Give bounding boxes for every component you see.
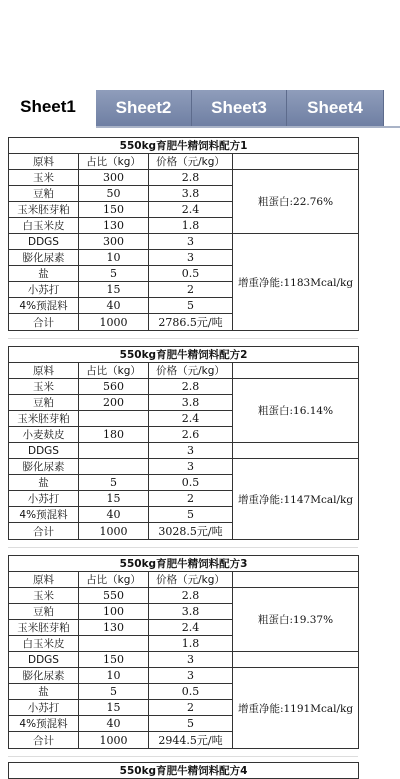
- tab-underline: [96, 126, 400, 128]
- cell-amount: 15: [79, 491, 149, 507]
- cell-total-amount: 1000: [79, 732, 149, 749]
- net-energy-note: 增重净能:1147Mcal/kg: [233, 459, 359, 540]
- sheet-tab-bar: [0, 90, 400, 126]
- cell-ingredient: 膨化尿素: [9, 459, 79, 475]
- net-energy-note: 增重净能:1183Mcal/kg: [233, 234, 359, 331]
- cell-total-price: 2944.5元/吨: [149, 732, 233, 749]
- cell-ingredient: 豆粕: [9, 604, 79, 620]
- cell-price: 2: [149, 282, 233, 298]
- cell-price: 3.8: [149, 604, 233, 620]
- cell-price: 2.4: [149, 411, 233, 427]
- cell-price: 3: [149, 443, 233, 459]
- cell-amount: 130: [79, 620, 149, 636]
- cell-price: 3.8: [149, 395, 233, 411]
- cell-total-price: 2786.5元/吨: [149, 314, 233, 331]
- formula-table-1: [8, 137, 358, 331]
- formula-table-2: [8, 346, 358, 540]
- cell-price: 3: [149, 459, 233, 475]
- tab-sheet1[interactable]: Sheet1: [0, 88, 96, 126]
- formula-table-4: [8, 762, 358, 779]
- empty-cell: [233, 154, 359, 170]
- cell-price: 2.8: [149, 170, 233, 186]
- row-gridline: [8, 756, 358, 757]
- cell-price: 5: [149, 507, 233, 523]
- cell-total-amount: 1000: [79, 523, 149, 540]
- tab-sheet4[interactable]: Sheet4: [287, 90, 384, 126]
- cell-ingredient: 4%预混料: [9, 507, 79, 523]
- cell-amount: 50: [79, 186, 149, 202]
- cell-ingredient: 小苏打: [9, 282, 79, 298]
- tab-sheet2[interactable]: Sheet2: [96, 90, 192, 126]
- cell-amount: 15: [79, 282, 149, 298]
- cell-ingredient: 豆粕: [9, 186, 79, 202]
- cell-price: 2.4: [149, 620, 233, 636]
- cell-amount: 180: [79, 427, 149, 443]
- cell-price: 2: [149, 491, 233, 507]
- cell-ingredient: 豆粕: [9, 395, 79, 411]
- cell-ingredient: 小麦麸皮: [9, 427, 79, 443]
- cell-ingredient: 膨化尿素: [9, 668, 79, 684]
- table-title: 550kg育肥牛精饲料配方1: [9, 138, 359, 154]
- table-title: 550kg育肥牛精饲料配方4: [9, 763, 359, 779]
- empty-cell: [233, 443, 359, 459]
- cell-price: 5: [149, 298, 233, 314]
- empty-cell: [233, 363, 359, 379]
- cell-total-price: 3028.5元/吨: [149, 523, 233, 540]
- cell-price: 2.4: [149, 202, 233, 218]
- crude-protein-note: 粗蛋白:16.14%: [233, 379, 359, 443]
- cell-ingredient: 盐: [9, 266, 79, 282]
- cell-price: 3.8: [149, 186, 233, 202]
- cell-amount: 550: [79, 588, 149, 604]
- header-price: 价格（元/kg）: [149, 363, 233, 379]
- crude-protein-note: 粗蛋白:22.76%: [233, 170, 359, 234]
- cell-price: 3: [149, 250, 233, 266]
- cell-ingredient: 玉米: [9, 588, 79, 604]
- cell-price: 2.8: [149, 588, 233, 604]
- cell-amount: 100: [79, 604, 149, 620]
- cell-price: 0.5: [149, 266, 233, 282]
- cell-price: 0.5: [149, 684, 233, 700]
- cell-amount: 5: [79, 266, 149, 282]
- formula-table-3: [8, 555, 358, 749]
- cell-ingredient: 4%预混料: [9, 298, 79, 314]
- cell-amount: 40: [79, 298, 149, 314]
- table-title: 550kg育肥牛精饲料配方2: [9, 347, 359, 363]
- tab-sheet3[interactable]: Sheet3: [192, 90, 287, 126]
- cell-price: 3: [149, 652, 233, 668]
- cell-total-label: 合计: [9, 314, 79, 331]
- header-amount: 占比（kg）: [79, 363, 149, 379]
- cell-amount: 150: [79, 202, 149, 218]
- cell-price: 2.8: [149, 379, 233, 395]
- cell-ingredient: 白玉米皮: [9, 636, 79, 652]
- cell-amount: 10: [79, 668, 149, 684]
- cell-ingredient: 白玉米皮: [9, 218, 79, 234]
- cell-amount: 5: [79, 684, 149, 700]
- cell-price: 1.8: [149, 218, 233, 234]
- cell-amount: 40: [79, 716, 149, 732]
- cell-amount: 5: [79, 475, 149, 491]
- empty-cell: [233, 572, 359, 588]
- row-gridline: [8, 547, 358, 548]
- cell-amount: 560: [79, 379, 149, 395]
- cell-ingredient: 玉米胚芽粕: [9, 620, 79, 636]
- crude-protein-note: 粗蛋白:19.37%: [233, 588, 359, 652]
- cell-price: 3: [149, 234, 233, 250]
- header-ingredient: 原料: [9, 154, 79, 170]
- cell-ingredient: 膨化尿素: [9, 250, 79, 266]
- cell-amount: 150: [79, 652, 149, 668]
- cell-total-label: 合计: [9, 523, 79, 540]
- cell-price: 1.8: [149, 636, 233, 652]
- empty-cell: [233, 652, 359, 668]
- cell-total-amount: 1000: [79, 314, 149, 331]
- cell-ingredient: 玉米胚芽粕: [9, 202, 79, 218]
- cell-amount: 300: [79, 170, 149, 186]
- header-ingredient: 原料: [9, 572, 79, 588]
- cell-amount: 10: [79, 250, 149, 266]
- cell-amount: [79, 443, 149, 459]
- cell-price: 0.5: [149, 475, 233, 491]
- cell-ingredient: 小苏打: [9, 491, 79, 507]
- cell-amount: 15: [79, 700, 149, 716]
- header-ingredient: 原料: [9, 363, 79, 379]
- header-price: 价格（元/kg）: [149, 154, 233, 170]
- cell-ingredient: 4%预混料: [9, 716, 79, 732]
- cell-price: 2: [149, 700, 233, 716]
- cell-ingredient: 玉米胚芽粕: [9, 411, 79, 427]
- cell-amount: [79, 636, 149, 652]
- header-price: 价格（元/kg）: [149, 572, 233, 588]
- net-energy-note: 增重净能:1191Mcal/kg: [233, 668, 359, 749]
- cell-ingredient: DDGS: [9, 652, 79, 668]
- cell-amount: 200: [79, 395, 149, 411]
- cell-ingredient: DDGS: [9, 443, 79, 459]
- cell-price: 5: [149, 716, 233, 732]
- cell-price: 2.6: [149, 427, 233, 443]
- cell-ingredient: 玉米: [9, 379, 79, 395]
- row-gridline: [8, 338, 358, 339]
- cell-amount: [79, 411, 149, 427]
- cell-ingredient: 玉米: [9, 170, 79, 186]
- cell-ingredient: 盐: [9, 475, 79, 491]
- cell-ingredient: 小苏打: [9, 700, 79, 716]
- cell-amount: 40: [79, 507, 149, 523]
- header-amount: 占比（kg）: [79, 154, 149, 170]
- header-amount: 占比（kg）: [79, 572, 149, 588]
- cell-amount: 300: [79, 234, 149, 250]
- cell-amount: 130: [79, 218, 149, 234]
- cell-price: 3: [149, 668, 233, 684]
- cell-amount: [79, 459, 149, 475]
- cell-ingredient: 盐: [9, 684, 79, 700]
- cell-total-label: 合计: [9, 732, 79, 749]
- cell-ingredient: DDGS: [9, 234, 79, 250]
- table-title: 550kg育肥牛精饲料配方3: [9, 556, 359, 572]
